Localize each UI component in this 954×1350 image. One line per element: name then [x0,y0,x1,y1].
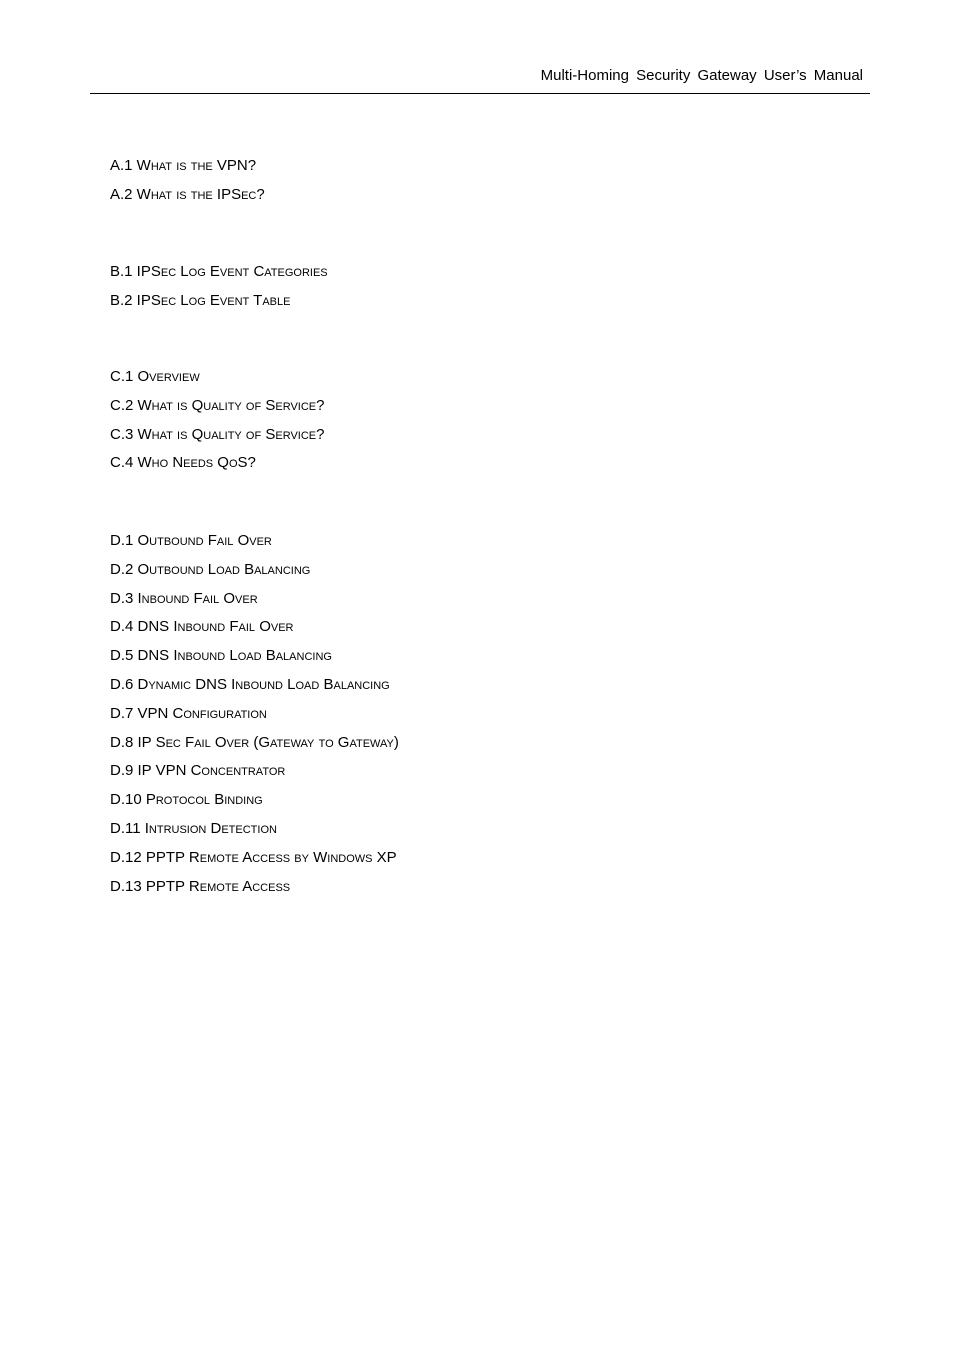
toc-entry[interactable]: D.6 Dynamic DNS Inbound Load Balancing [110,675,390,693]
toc-entry[interactable]: D.2 Outbound Load Balancing [110,560,311,578]
toc-entry[interactable]: D.10 Protocol Binding [110,791,263,809]
toc-entry[interactable]: D.11 Intrusion Detection [110,819,277,837]
toc-entry[interactable]: D.12 PPTP Remote Access by Windows XP [110,848,397,866]
toc-entry[interactable]: A.2 What is the IPSec? [110,185,265,203]
header-divider [90,93,870,94]
toc-group-d [110,532,399,906]
toc-entry[interactable]: D.7 VPN Configuration [110,704,267,722]
toc-entry[interactable]: D.13 PPTP Remote Access [110,877,291,895]
toc-group-b [110,263,328,321]
toc-entry[interactable]: D.5 DNS Inbound Load Balancing [110,647,332,665]
toc-entry[interactable]: D.4 DNS Inbound Fail Over [110,618,294,636]
toc-entry[interactable]: C.3 What is Quality of Service? [110,425,325,443]
toc-entry[interactable]: C.2 What is Quality of Service? [110,396,325,414]
toc-entry[interactable]: C.4 Who Needs QoS? [110,454,256,472]
toc-entry[interactable]: A.1 What is the VPN? [110,157,257,174]
toc-entry[interactable]: D.3 Inbound Fail Over [110,589,258,607]
toc-entry[interactable]: D.8 IP Sec Fail Over (Gateway to Gateway) [110,733,399,751]
toc-entry[interactable]: B.1 IPSec Log Event Categories [110,263,328,280]
toc-group-a [110,157,265,215]
toc-entry[interactable]: D.9 IP VPN Concentrator [110,762,286,780]
toc-entry[interactable]: D.1 Outbound Fail Over [110,532,272,549]
toc-entry[interactable]: B.2 IPSec Log Event Table [110,291,291,309]
toc-entry[interactable]: C.1 Overview [110,368,200,385]
page-header-title: Multi-Homing Security Gateway User’s Manual [540,67,863,84]
toc-group-c [110,368,324,483]
